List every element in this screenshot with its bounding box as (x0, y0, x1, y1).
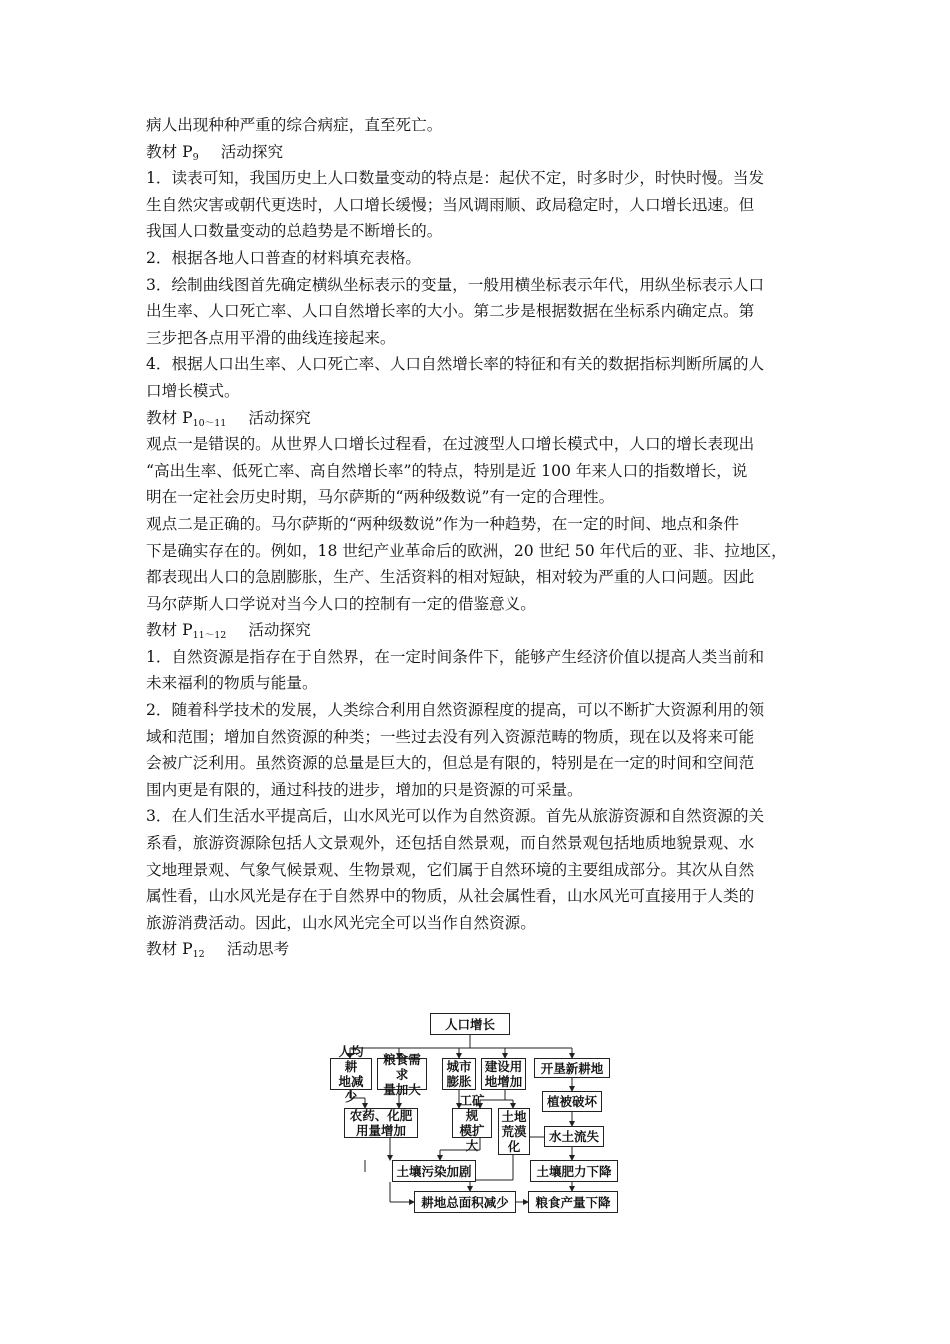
document-body (146, 112, 810, 963)
box-label: 耕地总面积减少 (421, 1194, 509, 1210)
text-line: 2．根据各地人口普查的材料填充表格。 (146, 248, 422, 267)
box-population-growth (430, 1013, 510, 1035)
heading-prefix: 教材 P (146, 621, 193, 640)
heading-prefix: 教材 P (146, 142, 193, 161)
text-line: 明在一定社会历史时期，马尔萨斯的“两种级数说”有一定的合理性。 (146, 488, 615, 507)
box-label: 土壤肥力下降 (536, 1163, 612, 1179)
text-line: 会被广泛利用。虽然资源的总量是巨大的，但总是有限的，特别是在一定的时间和空间范 (146, 754, 755, 773)
box-label: 地增加 (484, 1074, 523, 1089)
page-subscript: 9 (192, 151, 199, 163)
page-subscript: 11～12 (192, 630, 227, 642)
box-pesticide-fertilizer (344, 1108, 418, 1138)
box-label: 模扩大 (459, 1123, 485, 1153)
text-line: 口增长模式。 (146, 381, 240, 400)
text-line: 都表现出人口的急剧膨胀，生产、生活资料的相对短缺，相对较为严重的人口问题。因此 (146, 568, 755, 587)
section-heading (146, 139, 810, 166)
box-city-expansion (442, 1058, 476, 1090)
box-label: 开垦新耕地 (540, 1060, 604, 1076)
box-label: 粮食需求 (383, 1051, 421, 1082)
box-soil-fertility-decline (530, 1160, 618, 1182)
text-line: 旅游消费活动。因此，山水风光完全可以当作自然资源。 (146, 913, 536, 932)
text-line: 3．在人们生活水平提高后，山水风光可以作为自然资源。首先从旅游资源和自然资源的关 (146, 807, 765, 826)
section-heading (146, 405, 810, 432)
box-label: 水土流失 (548, 1129, 599, 1144)
heading-activity: 活动思考 (226, 940, 290, 959)
box-industry-expansion (452, 1093, 492, 1153)
heading-prefix: 教材 P (146, 408, 193, 427)
text-line: 病人出现种种严重的综合病症，直至死亡。 (146, 116, 443, 134)
box-label: 粮食产量下降 (535, 1194, 611, 1210)
text-line: 出生率、人口死亡率、人口自然增长率的大小。第二步是根据数据在坐标系内确定点。第 (146, 302, 755, 321)
text-line: 未来福利的物质与能量。 (146, 674, 318, 693)
text-line: 文地理景观、气象气候景观、生物景观，它们属于自然环境的主要组成部分。其次从自然 (146, 860, 755, 879)
text-line: 4．根据人口出生率、人口死亡率、人口自然增长率的特征和有关的数据指标判断所属的人 (146, 355, 765, 374)
heading-prefix: 教材 P (146, 940, 193, 959)
box-construction-land (481, 1058, 526, 1090)
box-label: 化 (507, 1139, 521, 1154)
text-line: “高出生率、低死亡率、高自然增长率”的特点，特别是近 100 年来人口的指数增长，说 (146, 461, 748, 480)
box-per-capita-farmland (330, 1044, 372, 1104)
text-line: 马尔萨斯人口学说对当今人口的控制有一定的借鉴意义。 (146, 594, 536, 613)
box-label: 农药、化肥 (349, 1108, 413, 1123)
box-label: 土壤污染加剧 (396, 1163, 472, 1179)
box-food-demand (377, 1051, 427, 1097)
box-label: 膨胀 (446, 1074, 472, 1089)
box-farmland-area-decline (414, 1191, 516, 1213)
text-line: 观点一是错误的。从世界人口增长过程看，在过渡型人口增长模式中，人口的增长表现出 (146, 435, 755, 454)
text-line: 下是确实存在的。例如，18 世纪产业革命后的欧洲，20 世纪 50 年代后的亚、非、拉地区， (146, 541, 787, 560)
box-reclaim-farmland (534, 1058, 610, 1078)
text-line: 2．随着科学技术的发展，人类综合利用自然资源程度的提高，可以不断扩大资源利用的领 (146, 701, 765, 720)
box-label: 工矿规 (459, 1093, 485, 1123)
text-line: 生自然灾害或朝代更迭时，人口增长缓慢；当风调雨顺、政局稳定时，人口增长迅速。但 (146, 195, 755, 214)
box-desertification (498, 1108, 530, 1155)
heading-activity: 活动探究 (248, 408, 311, 427)
text-line: 我国人口数量变动的总趋势是不断增长的。 (146, 222, 443, 241)
section-heading (146, 936, 810, 963)
box-vegetation-damage (542, 1091, 602, 1112)
text-line: 1．自然资源是指存在于自然界，在一定时间条件下，能够产生经济价值以提高人类当前和 (146, 647, 765, 666)
box-label: 人均耕 (338, 1044, 364, 1074)
box-grain-yield-decline (528, 1191, 618, 1213)
box-label: 人口增长 (444, 1016, 495, 1032)
text-line: 围内更是有限的，通过科技的进步，增加的只是资源的可采量。 (146, 780, 583, 799)
box-soil-erosion (544, 1126, 604, 1147)
text-line: 域和范围；增加自然资源的种类；一些过去没有列入资源范畴的物质，现在以及将来可能 (146, 727, 755, 746)
heading-activity: 活动探究 (220, 142, 284, 161)
text-line: 系看，旅游资源除包括人文景观外，还包括自然景观，而自然景观包括地质地貌景观、水 (146, 834, 755, 853)
box-label: 城市 (446, 1059, 472, 1074)
page-subscript: 10～11 (192, 417, 227, 429)
text-line: 3．绘制曲线图首先确定横纵坐标表示的变量，一般用横坐标表示年代，用纵坐标表示人口 (146, 275, 765, 294)
section-heading (146, 617, 810, 644)
page-subscript: 12 (192, 949, 205, 961)
text-line: 属性看，山水风光是存在于自然界中的物质，从社会属性看，山水风光可直接用于人类的 (146, 887, 755, 906)
box-label: 地减少 (338, 1074, 364, 1104)
box-label: 用量增加 (355, 1123, 406, 1138)
box-soil-pollution (392, 1160, 476, 1182)
flowchart-diagram (330, 1010, 630, 1215)
box-label: 植被破坏 (546, 1094, 597, 1109)
box-label: 建设用 (484, 1059, 523, 1074)
box-label: 荒漠 (501, 1124, 527, 1139)
text-line: 三步把各点用平滑的曲线连接起来。 (146, 328, 396, 347)
box-label: 土地 (501, 1109, 527, 1124)
text-line: 1．读表可知，我国历史上人口数量变动的特点是：起伏不定，时多时少，时快时慢。当发 (146, 169, 765, 188)
heading-activity: 活动探究 (248, 621, 311, 640)
text-line: 观点二是正确的。马尔萨斯的“两种级数说”作为一种趋势，在一定的时间、地点和条件 (146, 514, 739, 533)
box-label: 量加大 (383, 1081, 421, 1097)
